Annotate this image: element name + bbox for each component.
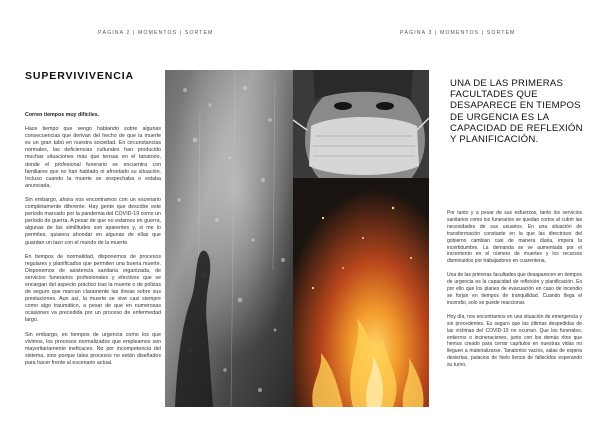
left-page-folio: PÁGINA 2 | MOMENTOS | SORTEM: [98, 30, 214, 36]
article-paragraph: Sin embargo, ahora nos encontramos con un escenario completamente diferente. Hay gente que describe este período marcado por la pandemia del COVID-19 como un período de guerra. A pesar de que no estamos en guerra, algunas de las similitudes son aparentes y, si me lo permites, quisiera ahondar en algunas de ellas que guardan un lazo con el mundo de la muerte.: [25, 196, 161, 246]
article-paragraph: En tiempos de normalidad, disponemos de procesos regulares y planificados que permiten una buena muerte. Disponemos de asistencia sanitaria organizada, de servicios funerarios profesionales y efectivos que se encargan del aspecto práctico tras la muerte o de pólizas de seguro que marcan claramente las líneas sobre sus prestaciones. Aun así, la muerte se vive casi siempre como algo traumático, a pesar de que en numerosas ocasiones va precedida por un proceso de enfermedad largo.: [25, 253, 161, 324]
rain-window-photo-image: [165, 70, 293, 407]
pull-quote: UNA DE LAS PRIMERAS FACULTADES QUE DESAPARECE EN TIEMPOS DE URGENCIA ES LA CAPACIDAD DE REFLEXIÓN Y PLANIFICACIÓN.: [450, 78, 583, 146]
article-lead: Corren tiempos muy difíciles.: [25, 112, 100, 118]
article-paragraph: Por tanto y a pesar de sus esfuerzos, tanto los servicios sanitarios como los funerarios se quedan cortos al cubrir las necesidades de sus usuarios. En una situación de transformación constante en la que las directrices del gobierno cambian casi de manera diaria, impera la incertidumbre. La demanda se ve aumentada por el incremento en el número de muertes y los recursos disminuidos por trabajadores en cuarentena.: [447, 210, 582, 265]
article-heading: SUPERVIVIVENCIA: [25, 70, 134, 82]
right-page-folio: PÁGINA 3 | MOMENTOS | SORTEM: [400, 30, 516, 36]
article-paragraph: Hace tiempo que vengo hablando sobre algunas consecuencias que derivan del hecho de que la muerte es un gran tabú en nuestra sociedad. En circunstancias normales, las deficiencias culturales han producido muchas situaciones más que tensas en el tanatorio, donde el profesional funerario se encuentra con familiares que no han hablado ni afrontado su situación. Incluso cuando la muerte se sospechaba o estaba anunciada.: [25, 126, 161, 189]
article-paragraph: Sin embargo, en tiempos de urgencia como los que vivimos, los procesos normalizados que empleamos son mayoritariamente ineficaces. No por incompetencia del sistema, sino porque tales procesos no están diseñados para hacer frente al escenario actual.: [25, 331, 161, 366]
article-paragraph: Hoy día, nos encontramos en una situación de emergencia y sin precedentes. Es seguro que las últimas despedidas de las víctimas del COVID-19 no ocurran. Que los funerales, entierros o incineraciones, junto con los demás ritos que hemos creado para cerrar capítulos en nuestras vidas no lleguen a materializarse. Tanatorios vacíos, salas de espera desiertas, palacios de hielo llenos de fallecidos esperando su turno.: [447, 313, 582, 369]
rain-window-photo: [165, 70, 293, 407]
article-paragraph: Una de las primeras facultades que desaparecen en tiempos de urgencia es la capacidad de reflexión y planificación. Es por ello que los planes de evacuación en caso de incendio se forjan en tiempos de tranquilidad. Cuando llega el incendio, solo se puede reaccionar.: [447, 272, 582, 306]
article-column-right: [447, 210, 582, 376]
article-column-left: [25, 112, 161, 374]
